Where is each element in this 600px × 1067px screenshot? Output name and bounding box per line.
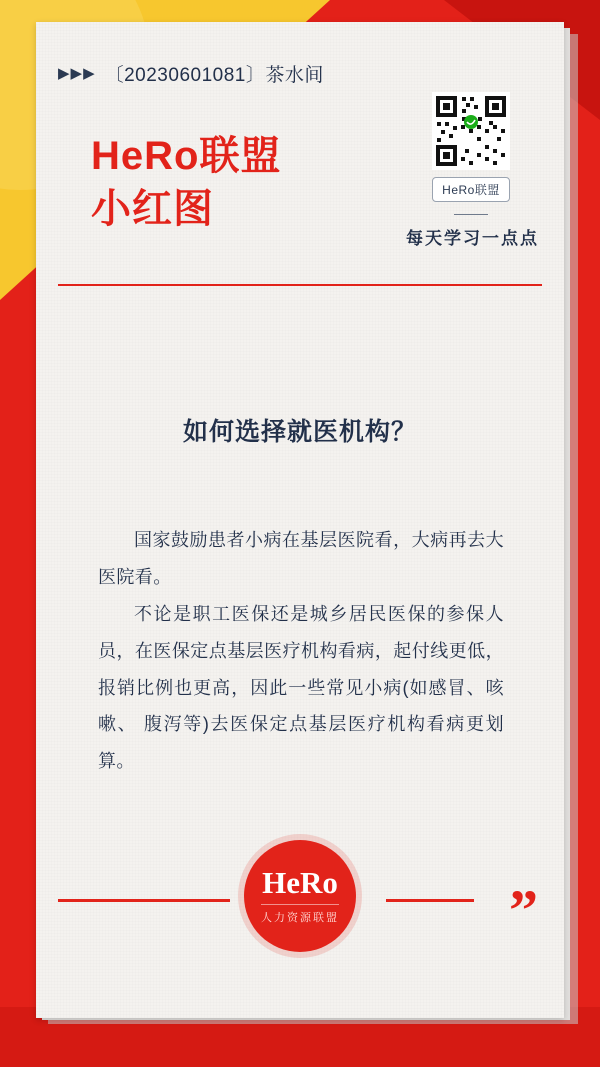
brand-line-1: HeRo联盟 bbox=[91, 134, 282, 178]
brand-line-2: 小红图 bbox=[91, 186, 214, 231]
qr-code-icon[interactable] bbox=[432, 92, 510, 170]
breadcrumb-label: 〔20230601081〕茶水间 bbox=[104, 65, 324, 86]
brand-title bbox=[91, 130, 281, 236]
footer-rule-left bbox=[58, 899, 230, 902]
triple-arrow-icon: ▶▶▶ bbox=[58, 65, 96, 82]
body-text bbox=[98, 522, 504, 780]
qr-divider bbox=[454, 214, 488, 215]
quote-mark-icon: ” bbox=[509, 878, 538, 944]
content-card bbox=[36, 22, 564, 1018]
paragraph-2: 不论是职工医保还是城乡居民医保的参保人员，在医保定点基层医疗机构看病，起付线更低，报销比例也更高，因此一些常见小病(如感冒、咳嗽、 腹泻等)去医保定点基层医疗机构看病更划算。 bbox=[98, 603, 504, 772]
logo-wordmark: HeRo bbox=[262, 865, 338, 900]
logo-subtitle: 人力资源联盟 bbox=[261, 904, 339, 925]
logo-badge bbox=[244, 840, 356, 952]
qr-block bbox=[406, 92, 539, 249]
breadcrumb bbox=[58, 60, 324, 87]
header-divider bbox=[58, 284, 542, 286]
page-title: 如何选择就医机构？ bbox=[182, 418, 417, 446]
qr-caption: HeRo联盟 bbox=[432, 177, 510, 202]
paragraph-1: 国家鼓励患者小病在基层医院看，大病再去大医院看。 bbox=[98, 530, 504, 587]
slogan-text: 每天学习一点点 bbox=[406, 229, 539, 248]
footer-rule-right bbox=[386, 899, 474, 902]
